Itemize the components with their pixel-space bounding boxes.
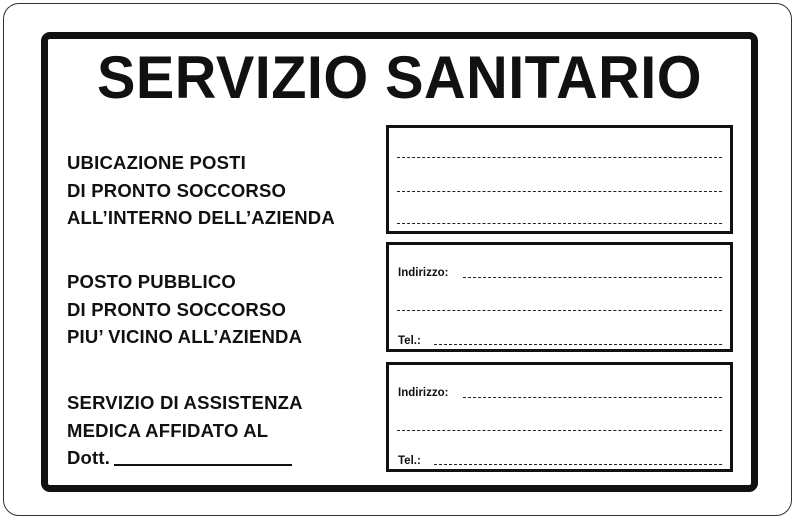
section-1-dash-line-3	[397, 223, 722, 224]
section-3-line-2: MEDICA AFFIDATO AL	[67, 419, 269, 441]
section-2-address-line	[463, 277, 722, 278]
section-2-phone-label: Tel.:	[398, 335, 421, 347]
section-1-line-3: ALL’INTERNO DELL’AZIENDA	[67, 207, 335, 228]
section-3-phone-label: Tel.:	[398, 455, 421, 467]
section-3-phone-line	[434, 464, 722, 465]
section-3-box[interactable]	[386, 362, 733, 472]
section-2-box[interactable]	[386, 242, 733, 352]
section-1-box[interactable]	[386, 125, 733, 234]
section-3-extra-line	[397, 430, 722, 431]
section-2-label	[67, 268, 302, 351]
sign-title: SERVIZIO SANITARIO	[97, 44, 702, 111]
section-2-line-2: DI PRONTO SOCCORSO	[67, 298, 287, 320]
section-1-label	[67, 149, 335, 232]
section-2-phone-line	[434, 344, 722, 345]
section-2-extra-line	[397, 310, 722, 311]
section-3-address-line	[463, 397, 722, 398]
section-3-line-1: SERVIZIO DI ASSISTENZA	[67, 392, 303, 413]
section-2-line-3: PIU’ VICINO ALL’AZIENDA	[67, 326, 303, 347]
section-2-line-1: POSTO PUBBLICO	[67, 271, 236, 292]
section-2-address-label: Indirizzo:	[398, 267, 449, 279]
section-3-address-label: Indirizzo:	[398, 387, 449, 399]
section-1-dash-line-1	[397, 157, 722, 158]
section-3-label	[67, 389, 303, 472]
doctor-name-line[interactable]	[114, 464, 292, 466]
section-1-dash-line-2	[397, 191, 722, 192]
doctor-label: Dott.	[67, 447, 111, 468]
section-1-line-2: DI PRONTO SOCCORSO	[67, 179, 287, 201]
section-3-line-3	[67, 444, 303, 472]
section-1-line-1: UBICAZIONE POSTI	[67, 152, 246, 173]
